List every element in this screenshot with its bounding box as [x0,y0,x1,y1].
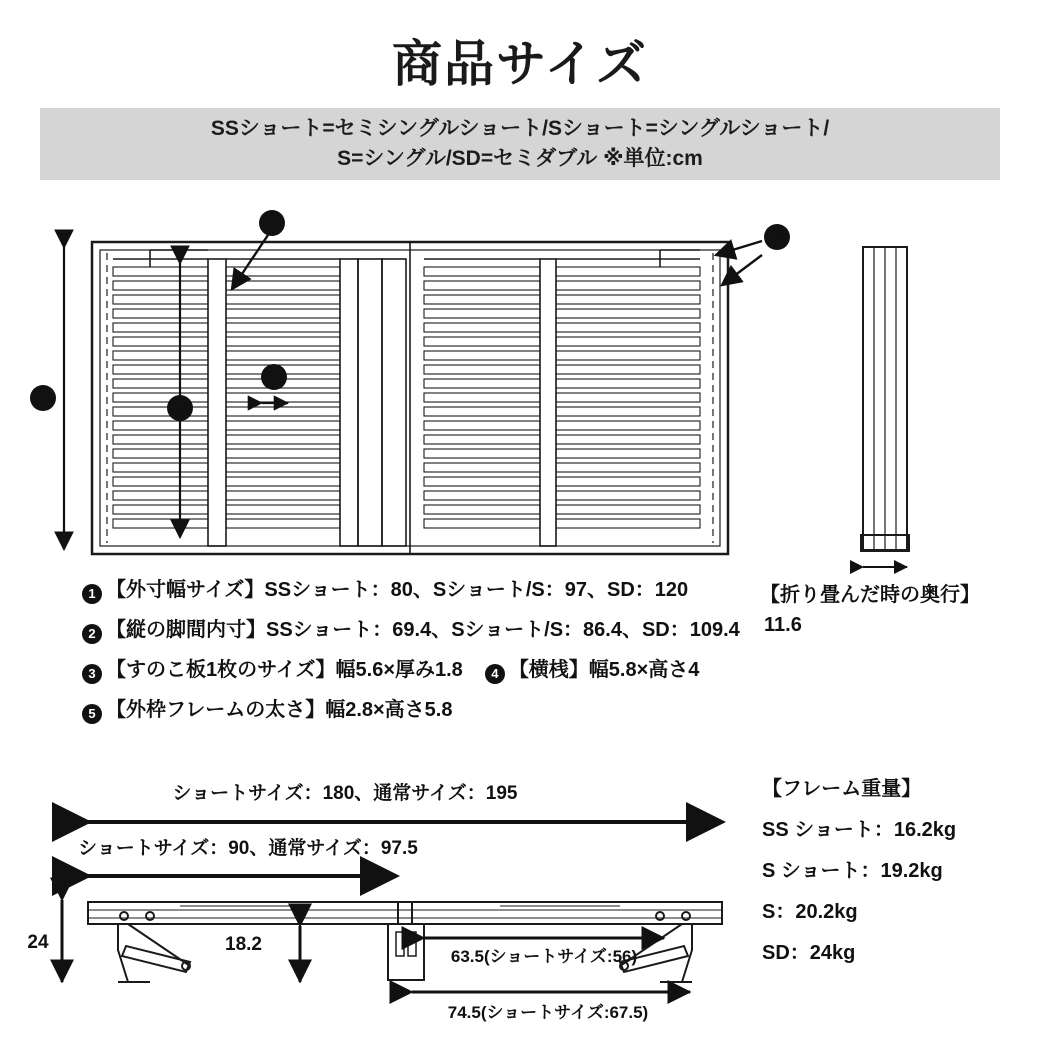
bullet-1-icon: 1 [82,584,102,604]
legend-row-5 [82,700,782,724]
dim-leg-outer-label: 74.5(ショートサイズ:67.5) [447,1003,649,1022]
folded-side-view [861,247,909,567]
dim-height-inner-label: 18.2 [225,934,262,955]
caption-line-2: S=シングル/SD=セミダブル ※単位:cm [337,147,703,170]
dim-length-long-label: ショートサイズ：180、通常サイズ：195 [172,783,518,804]
svg-text:❸: ❸ [263,214,281,235]
bullet-5-icon: 5 [82,704,102,724]
folded-depth-caption [760,580,1030,640]
legend-text-3: 【すのこ板1枚のサイズ】幅5.6×厚み1.8 [106,659,463,681]
dim-height-total-label: 24 [27,932,49,953]
bed-side-profile [88,902,722,924]
bullet-2-icon: 2 [82,624,102,644]
page-title: 商品サイズ [392,36,648,92]
svg-text:❺: ❺ [768,228,786,249]
side-elevation-drawing [0,770,760,1040]
caption-band [40,108,1000,180]
legend-list [82,580,782,740]
legend-text-2: 【縦の脚間内寸】SSショート：69.4、Sショート/S：86.4、SD：109.4 [106,619,740,641]
dim-leg-inner [424,938,664,966]
legend-row-2 [82,620,782,644]
dim-leg-inner-label: 63.5(ショートサイズ:56) [450,947,638,966]
caption-line-1: SSショート=セミシングルショート/Sショート=シングルショート/ [210,116,830,140]
bullet-3-icon: 3 [82,664,102,684]
side-view-svg [0,770,760,1040]
dim-length-half-label: ショートサイズ：90、通常サイズ：97.5 [78,838,418,859]
folded-depth-label: 【折り畳んだ時の奥行】 [760,584,980,606]
dim-height-inner [225,926,300,982]
legend-text-1: 【外寸幅サイズ】SSショート：80、Sショート/S：97、SD：120 [106,579,689,601]
svg-text:❶: ❶ [34,389,52,410]
dim-height-total [27,900,62,982]
dim-callout-1 [30,247,64,549]
top-drawing [0,205,1040,585]
legend-text-5: 【外枠フレームの太さ】幅2.8×高さ5.8 [106,699,453,721]
weight-item-s: S：20.2kg [762,901,858,923]
svg-text:❷: ❷ [171,399,189,420]
plan-view-svg [0,205,1040,585]
folded-depth-value: 11.6 [764,614,802,636]
weight-item-ss-short: SS ショート：16.2kg [762,819,957,841]
svg-text:❹: ❹ [265,368,283,389]
bullet-4-icon: 4 [485,664,505,684]
weight-item-sd: SD：24kg [762,942,856,964]
weight-heading: 【フレーム重量】 [762,778,922,800]
legend-text-4: 【横桟】幅5.8×高さ4 [508,659,700,681]
dim-leg-outer [412,992,690,1022]
frame-weight-block [762,778,1032,983]
weight-item-s-short: S ショート：19.2kg [762,860,943,882]
legend-row-1 [82,580,782,604]
legend-row-3 [82,660,782,684]
